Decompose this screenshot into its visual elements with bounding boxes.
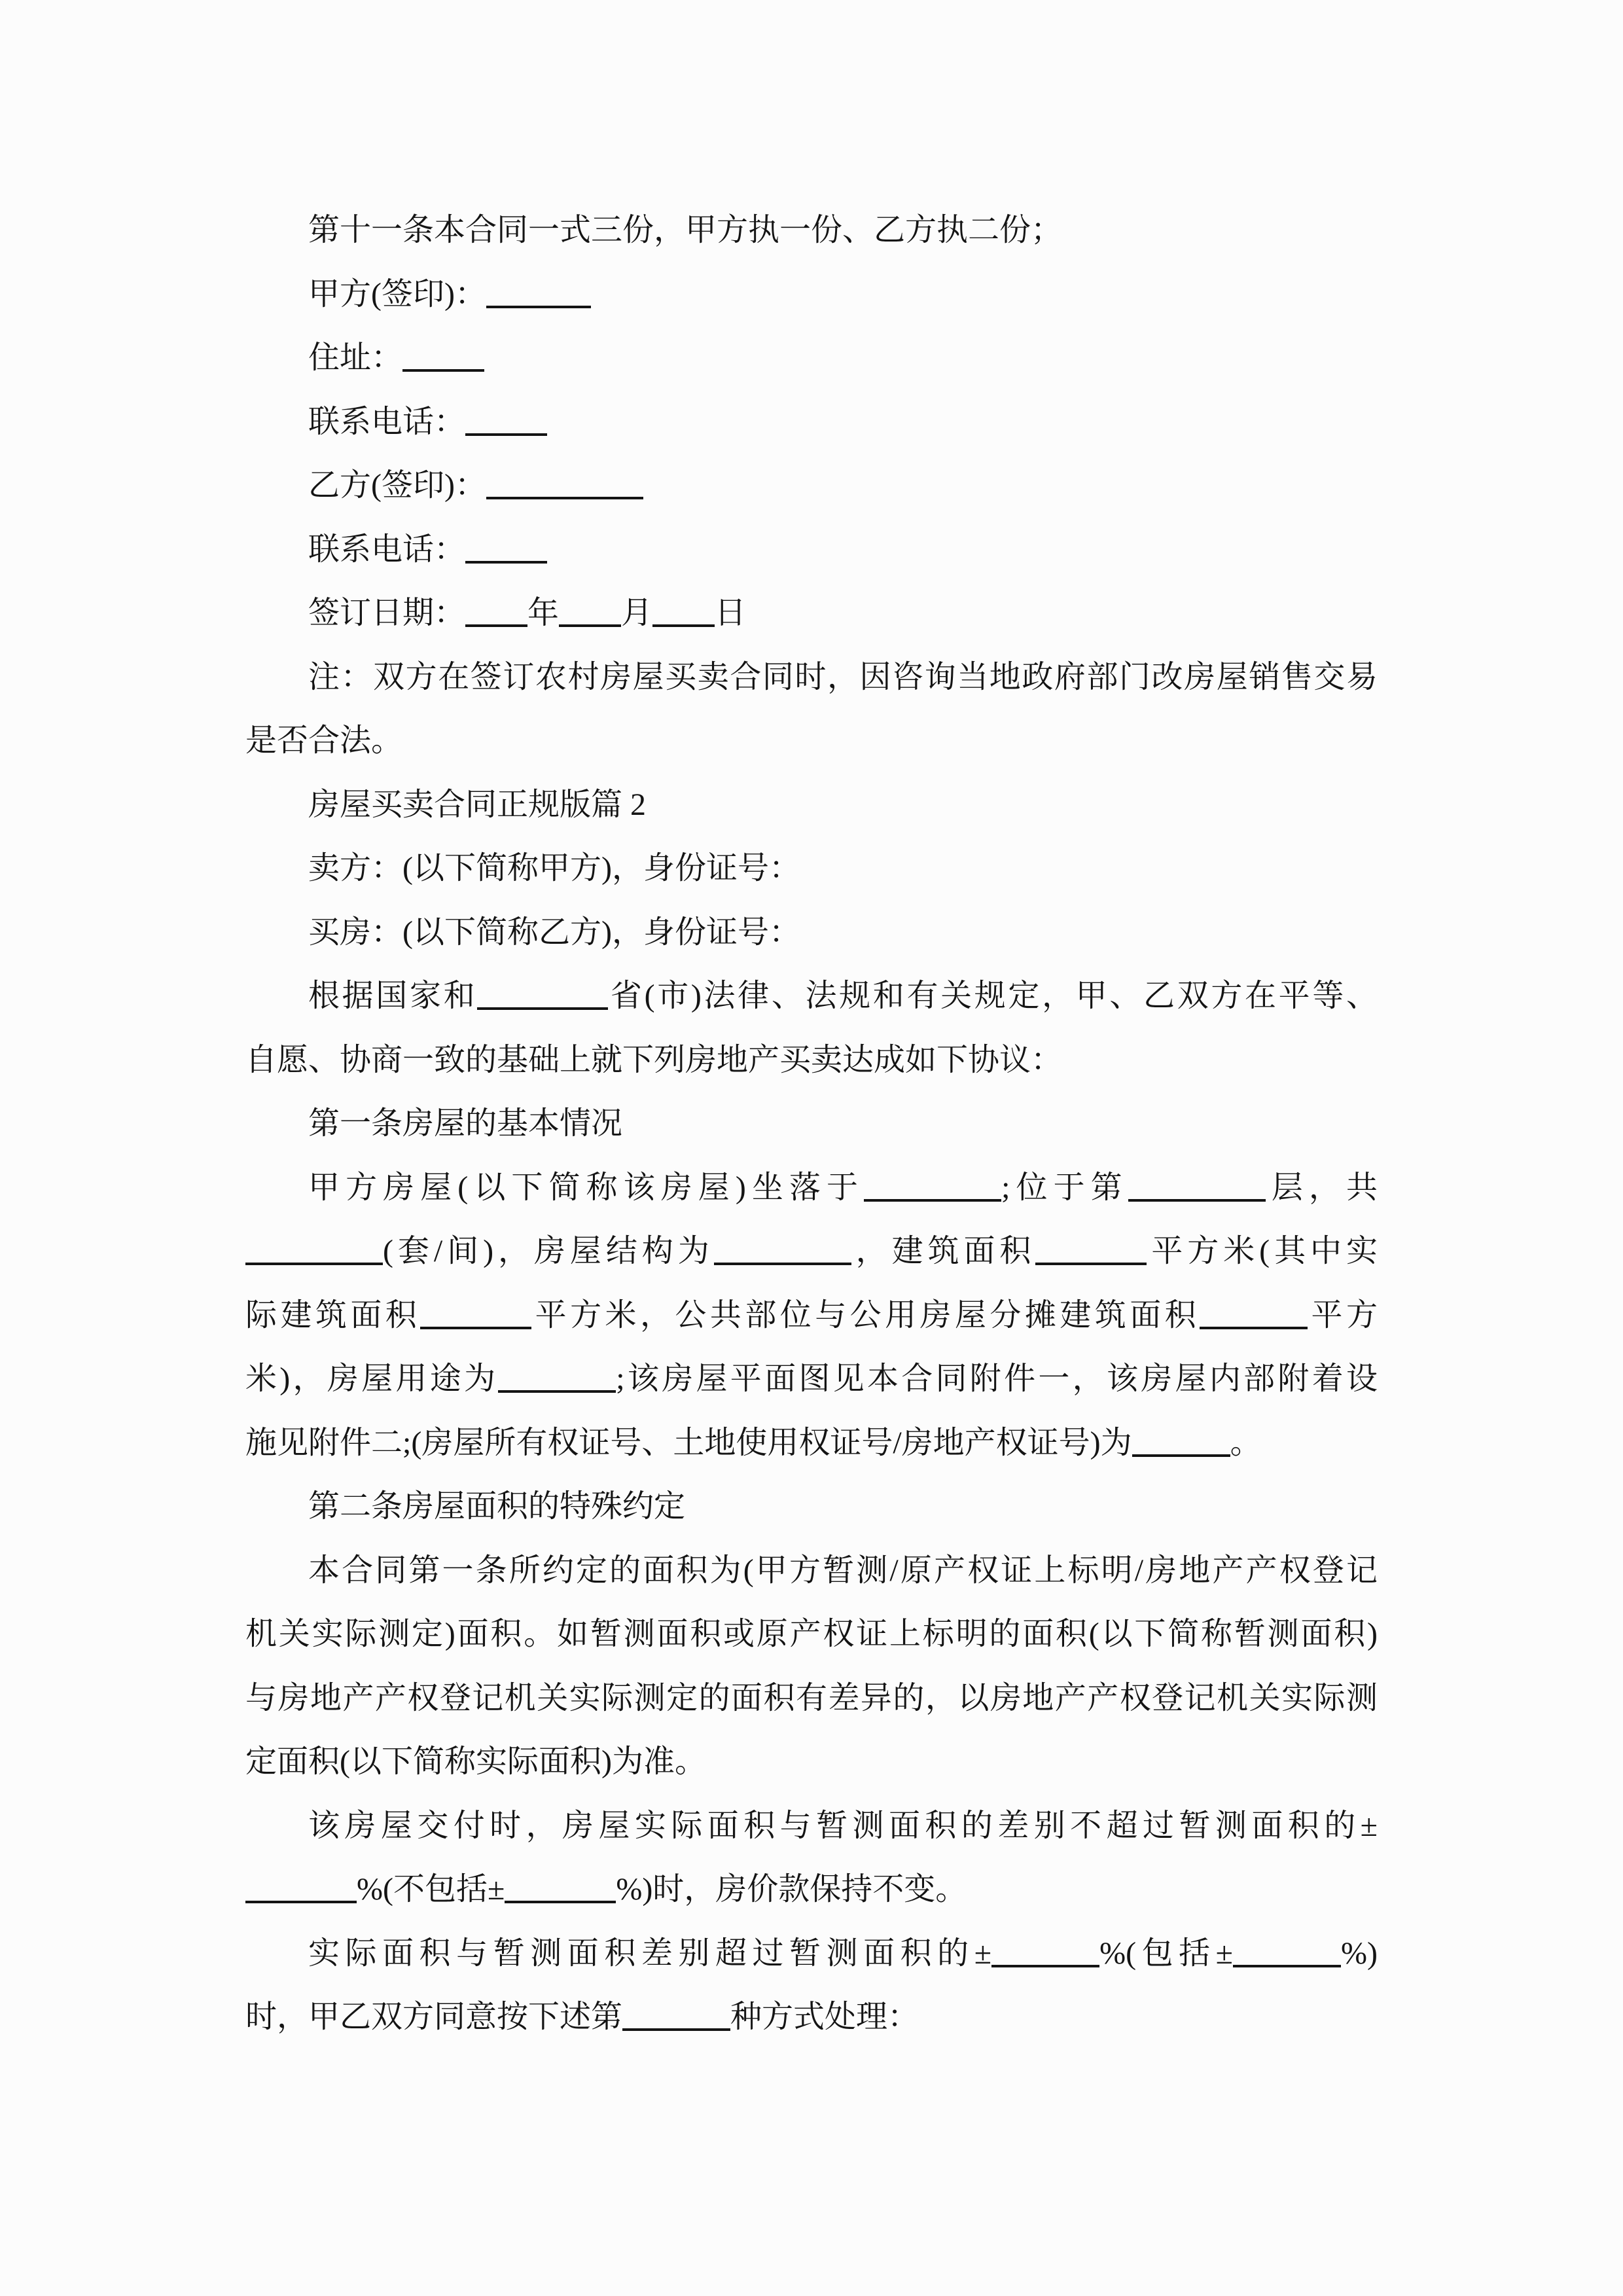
document-line (245, 326, 1378, 390)
blank-field (486, 298, 591, 308)
document-line (245, 964, 1378, 1028)
line-text: 第十一条本合同一式三份，甲方执一份、乙方执二份； (308, 213, 1063, 247)
line-text: 第一条房屋的基本情况 (308, 1106, 623, 1141)
line-text: 际建筑面积 (245, 1297, 421, 1333)
line-text: 联系电话： (308, 404, 466, 439)
line-text: 注：双方在签订农村房屋买卖合同时，因咨询当地政府部门改房屋销售交易 (308, 659, 1378, 694)
line-text: 施见附件二;(房屋所有权证号、土地使用权证号/房地产权证号)为 (245, 1425, 1132, 1460)
line-text: 日 (715, 596, 747, 630)
line-text: 。 (1230, 1425, 1262, 1460)
blank-field (622, 2020, 730, 2031)
line-text: 联系电话： (308, 531, 466, 567)
document-line (245, 1475, 1378, 1539)
line-text: 实际面积与暂测面积差别超过暂测面积的± (308, 1935, 992, 1971)
line-text: 时，甲乙双方同意按下述第 (245, 2000, 623, 2034)
document-line (245, 198, 1378, 262)
line-text: 机关实际测定)面积。如暂测面积或原产权证上标明的面积(以下简称暂测面积) (245, 1617, 1378, 1651)
line-text: 签订日期： (308, 596, 466, 630)
blank-field (1200, 1319, 1308, 1329)
line-text: ;该房屋平面图见本合同附件一，该房屋内部附着设 (616, 1361, 1378, 1396)
blank-field (714, 1255, 851, 1265)
blank-field (477, 999, 608, 1010)
document-line (245, 1666, 1378, 1731)
line-text: 乙方(签印)： (308, 468, 486, 503)
document-line (245, 1539, 1378, 1603)
line-text: 根据国家和 (308, 978, 478, 1013)
blank-field (1233, 1957, 1341, 1967)
blank-field (465, 425, 547, 436)
blank-field (245, 1893, 357, 1903)
document-line (245, 836, 1378, 901)
line-text: 平方 (1308, 1297, 1378, 1333)
blank-field (465, 553, 547, 564)
document-line (245, 518, 1378, 582)
line-text: 层，共 (1265, 1170, 1378, 1205)
blank-field (498, 1382, 616, 1393)
line-text: %)时，房价款保持不变。 (616, 1872, 967, 1907)
blank-field (991, 1957, 1099, 1967)
document-line (245, 645, 1378, 709)
document-line (245, 1347, 1378, 1411)
blank-field (1132, 1446, 1230, 1457)
line-text: 买房：(以下简称乙方)，身份证号： (308, 914, 800, 950)
document-line (245, 390, 1378, 454)
blank-field (402, 361, 484, 372)
blank-field (420, 1319, 531, 1329)
line-text: 与房地产产权登记机关实际测定的面积有差异的，以房地产产权登记机关实际测 (245, 1680, 1378, 1715)
blank-field (864, 1191, 1001, 1202)
document-line (245, 1794, 1378, 1858)
line-text: 定面积(以下简称实际面积)为准。 (245, 1744, 706, 1779)
line-text: %(包括± (1099, 1935, 1234, 1971)
document-line (245, 1922, 1378, 1986)
line-text: 米)，房屋用途为 (245, 1361, 499, 1396)
line-text: 是否合法。 (245, 723, 403, 758)
document-line (245, 1857, 1378, 1922)
document-line (245, 709, 1378, 773)
line-text: %) (1341, 1935, 1378, 1971)
line-text: 平方米，公共部位与公用房屋分摊建筑面积 (531, 1297, 1200, 1333)
blank-field (486, 489, 643, 499)
line-text: 该房屋交付时，房屋实际面积与暂测面积的差别不超过暂测面积的± (308, 1808, 1378, 1843)
blank-field (505, 1893, 616, 1903)
blank-field (245, 1255, 383, 1265)
line-text: ，建筑面积 (851, 1234, 1036, 1268)
document-line (245, 454, 1378, 518)
line-text: 省(市)法律、法规和有关规定，甲、乙双方在平等、 (608, 978, 1378, 1013)
document-line (245, 1730, 1378, 1794)
blank-field (465, 617, 527, 627)
contract-document (245, 198, 1378, 2049)
blank-field (1128, 1191, 1266, 1202)
document-line (245, 581, 1378, 645)
line-text: 本合同第一条所约定的面积为(甲方暂测/原产权证上标明/房地产产权登记 (308, 1552, 1378, 1588)
blank-field (559, 617, 621, 627)
document-line (245, 773, 1378, 837)
line-text: 卖方：(以下简称甲方)，身份证号： (308, 851, 800, 886)
line-text: (套/间)，房屋结构为 (383, 1234, 714, 1268)
line-text: 住址： (308, 340, 403, 375)
line-text: 自愿、协商一致的基础上就下列房地产买卖达成如下协议： (245, 1042, 1063, 1077)
document-line (245, 262, 1378, 327)
document-line (245, 901, 1378, 965)
document-line (245, 1985, 1378, 2049)
document-line (245, 1602, 1378, 1666)
blank-field (652, 617, 715, 627)
document-line (245, 1028, 1378, 1092)
blank-field (1035, 1255, 1147, 1265)
document-line (245, 1219, 1378, 1283)
document-line (245, 1411, 1378, 1475)
line-text: 年 (527, 596, 560, 630)
line-text: ;位于第 (1001, 1170, 1128, 1205)
document-line (245, 1283, 1378, 1348)
document-line (245, 1092, 1378, 1156)
line-text: 平方米(其中实 (1147, 1234, 1378, 1268)
line-text: 种方式处理： (730, 2000, 919, 2034)
line-text: 甲方(签印)： (308, 276, 486, 312)
line-text: 第二条房屋面积的特殊约定 (308, 1489, 686, 1524)
line-text: 月 (621, 596, 653, 630)
line-text: %(不包括± (357, 1872, 505, 1907)
line-text: 甲方房屋(以下简称该房屋)坐落于 (308, 1170, 865, 1205)
line-text: 房屋买卖合同正规版篇 2 (308, 787, 647, 822)
document-line (245, 1156, 1378, 1220)
